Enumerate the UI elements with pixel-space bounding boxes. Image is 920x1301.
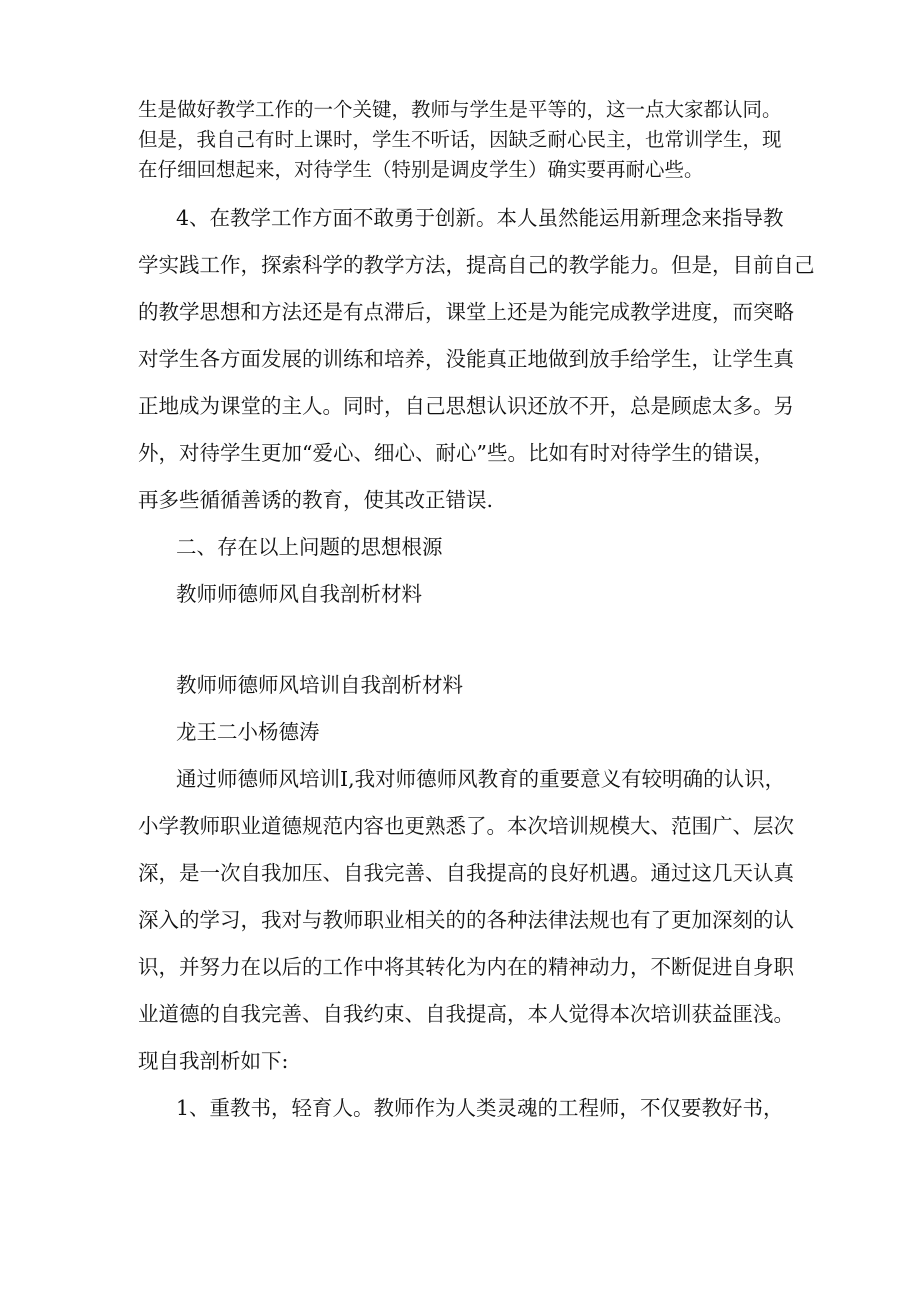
text-line-21: 现自我剖析如下: (138, 1049, 289, 1073)
text-line-15: 通过师德师风培训Ⅰ,我对师德师风教育的重要意义有较明确的认识， (176, 767, 786, 791)
text-line-10: 再多些循循善诱的教育，使其改正错误. (138, 488, 494, 512)
text-line-22: 1、重教书，轻育人。教师作为人类灵魂的工程师，不仅要教好书， (176, 1096, 784, 1120)
text-line-20: 业道德的自我完善、自我约束、自我提高，本人觉得本次培训获益匪浅。 (138, 1002, 794, 1026)
text-line-9: 外，对待学生更加“爱心、细心、耐心”些。比如有时对待学生的错误， (138, 441, 774, 465)
text-line-18: 深入的学习，我对与教师职业相关的的各种法律法规也有了更加深刻的认 (138, 908, 794, 932)
text-line-2: 但是，我自己有时上课时，学生不听话，因缺乏耐心民主，也常训学生，现 (138, 128, 782, 151)
text-line-19: 识，并努力在以后的工作中将其转化为内在的精神动力，不断促进自身职 (138, 955, 794, 979)
text-line-4: 4、在教学工作方面不敢勇于创新。本人虽然能运用新理念来指导教 (176, 206, 784, 230)
material-title: 教师师德师风培训自我剖析材料 (176, 673, 463, 697)
text-line-5: 学实践工作，探索科学的教学方法，提高自己的教学能力。但是，目前自己 (138, 253, 815, 277)
text-line-1: 生是做好教学工作的一个关键，教师与学生是平等的，这一点大家都认同。 (138, 98, 782, 121)
section-heading: 二、存在以上问题的思想根源 (176, 535, 443, 559)
text-line-8: 正地成为课堂的主人。同时，自己思想认识还放不开，总是顾虑太多。另 (138, 394, 794, 418)
document-title: 教师师德师风自我剖析材料 (176, 582, 422, 606)
text-line-3: 在仔细回想起来，对待学生（特别是调皮学生）确实要再耐心些。 (138, 158, 704, 181)
text-line-17: 深，是一次自我加压、自我完善、自我提高的良好机遇。通过这几天认真 (138, 861, 794, 885)
text-line-7: 对学生各方面发展的训练和培养，没能真正地做到放手给学生，让学生真 (138, 347, 794, 371)
text-line-6: 的教学思想和方法还是有点滞后，课堂上还是为能完成教学进度，而突略 (138, 300, 794, 324)
text-line-16: 小学教师职业道德规范内容也更熟悉了。本次培训规模大、范围广、层次 (138, 814, 794, 838)
author-line: 龙王二小杨德涛 (176, 720, 320, 744)
